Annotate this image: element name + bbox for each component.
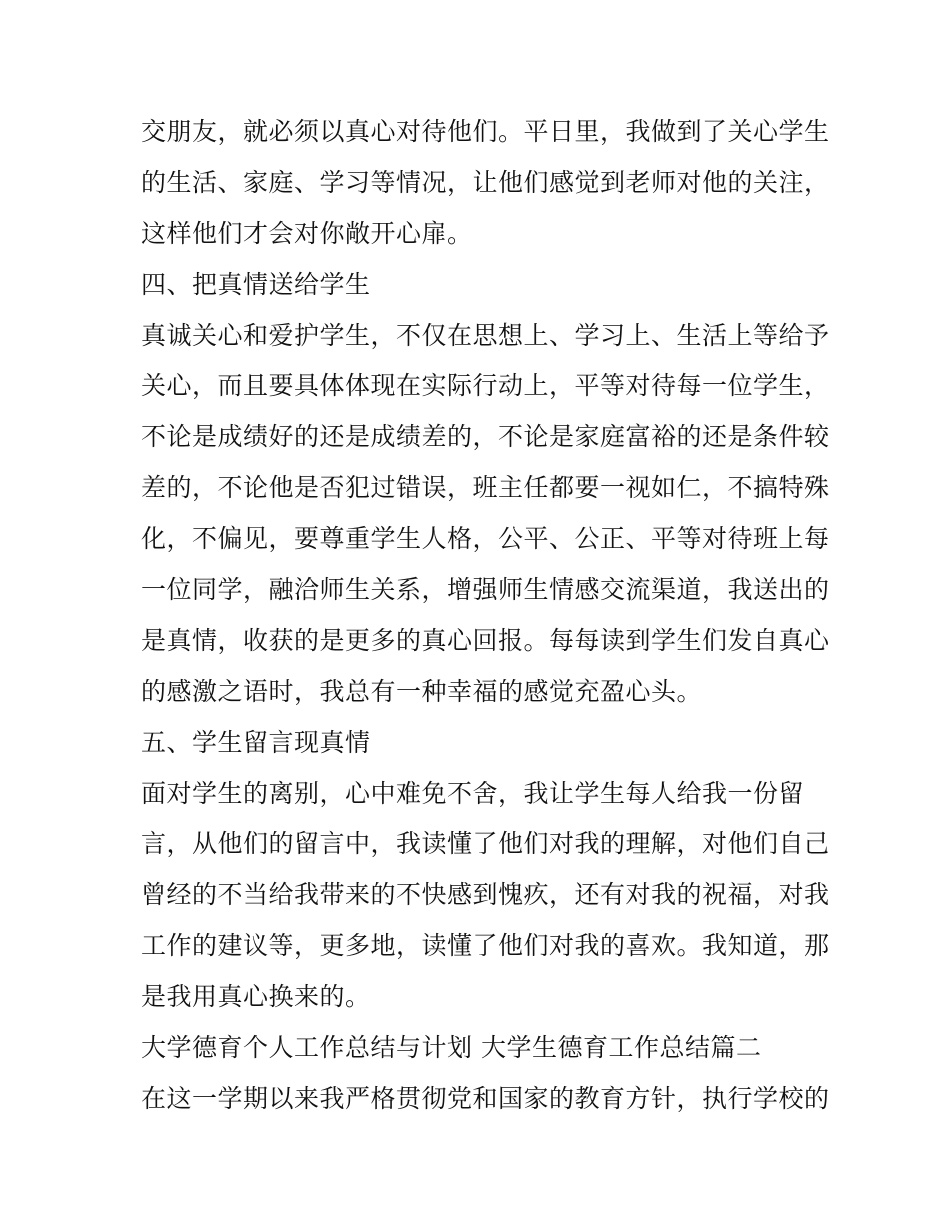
text-line: 工作的建议等，更多地，读懂了他们对我的喜欢。我知道，那 bbox=[141, 931, 830, 961]
text-line: 这样他们才会对你敞开心扉。 bbox=[141, 218, 473, 248]
text-line: 真诚关心和爱护学生，不仅在思想上、学习上、生活上等给予 bbox=[141, 320, 830, 350]
text-line: 关心，而且要具体体现在实际行动上，平等对待每一位学生， bbox=[141, 371, 830, 401]
text-line: 的感激之语时，我总有一种幸福的感觉充盈心头。 bbox=[141, 676, 703, 706]
text-line: 差的，不论他是否犯过错误，班主任都要一视如仁，不搞特殊 bbox=[141, 473, 830, 503]
text-line: 化，不偏见，要尊重学生人格，公平、公正、平等对待班上每 bbox=[141, 524, 830, 554]
text-line: 面对学生的离别，心中难免不舍，我让学生每人给我一份留 bbox=[141, 778, 805, 808]
text-line: 是我用真心换来的。 bbox=[141, 982, 371, 1012]
article-title: 大学德育个人工作总结与计划 大学生德育工作总结篇二 bbox=[141, 1033, 762, 1063]
section-heading: 四、把真情送给学生 bbox=[141, 269, 371, 299]
text-line: 一位同学，融洽师生关系，增强师生情感交流渠道，我送出的 bbox=[141, 575, 830, 605]
text-line: 的生活、家庭、学习等情况，让他们感觉到老师对他的关注， bbox=[141, 167, 830, 197]
document-body bbox=[141, 110, 830, 1128]
text-line: 交朋友，就必须以真心对待他们。平日里，我做到了关心学生 bbox=[141, 117, 830, 146]
section-heading: 五、学生留言现真情 bbox=[141, 727, 371, 757]
text-line: 不论是成绩好的还是成绩差的，不论是家庭富裕的还是条件较 bbox=[141, 422, 830, 452]
text-line: 曾经的不当给我带来的不快感到愧疚，还有对我的祝福，对我 bbox=[141, 880, 830, 910]
text-line: 在这一学期以来我严格贯彻党和国家的教育方针，执行学校的 bbox=[141, 1083, 830, 1113]
text-line: 是真情，收获的是更多的真心回报。每每读到学生们发自真心 bbox=[141, 625, 830, 655]
text-line: 言，从他们的留言中，我读懂了他们对我的理解，对他们自己 bbox=[141, 829, 830, 859]
